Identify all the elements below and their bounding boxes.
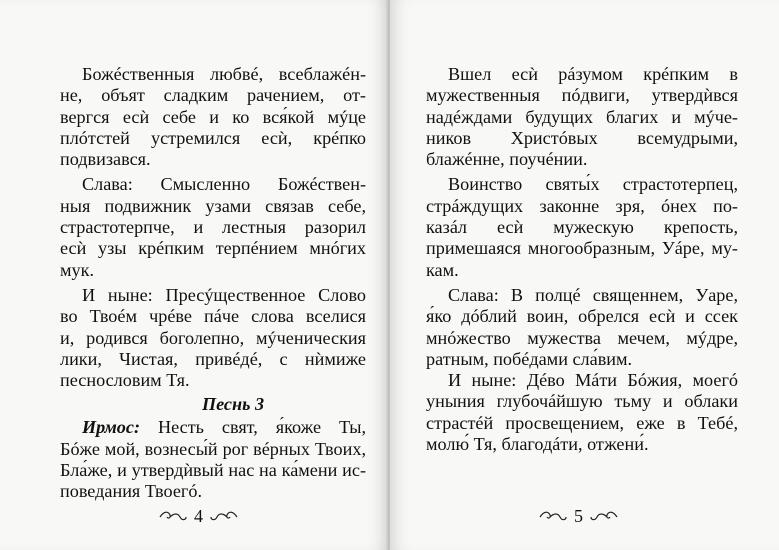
text-line: ныя подвижник узами связав себе, [60, 195, 366, 216]
left-page-text [60, 64, 366, 503]
text-line: мужественныя пóдвиги, утвердѝвся [426, 85, 738, 106]
text-line: надéждами будущих благих и мýче- [426, 106, 738, 127]
text-line: И ныне: Дéво Мáти Бóжия, моегó [448, 370, 738, 391]
text-line: страстéй просвещением, еже в Тебé, [426, 412, 738, 433]
text-line: Вшел есѝ рáзумом крéпким в [448, 64, 738, 84]
text-line: Слава: В полцé священнем, Уаре, [448, 284, 738, 305]
text-line: я́ко дóблий воин, обрелся есѝ и ссек [426, 306, 738, 327]
ornament-right-icon [589, 510, 619, 524]
text-line: блажéнне, поучéнии. [426, 149, 588, 170]
right-page [390, 0, 779, 550]
ode-heading: Песнь 3 [201, 394, 265, 415]
irmos-label: Ирмос: [82, 417, 141, 438]
text-line: во Твоéм чрéве пáче слова вселися [60, 306, 366, 327]
text-line: страстотерпче, и лестныя разорил [60, 217, 366, 238]
right-page-text [426, 64, 738, 455]
text-line: поведания Твоегó. [60, 481, 203, 502]
text-line: и, родився боголепно, мýченическия [60, 327, 366, 348]
text-line: уныния глубочáйшую тьму и облаки [426, 391, 738, 412]
ornament-left-icon [538, 510, 568, 524]
right-page-folio [538, 506, 619, 527]
text-line: подвизався. [60, 149, 151, 170]
text-line: Божéственныя любвé, всеблажéн- [82, 64, 366, 84]
text-line: казáл есѝ мужескую крепость, [426, 217, 738, 238]
left-page-folio [158, 506, 239, 527]
page-number: 4 [194, 506, 203, 526]
page-number: 5 [574, 506, 583, 526]
left-page [0, 0, 388, 550]
text-line: молю́ Тя, благодáти, отжени́. [426, 434, 649, 455]
text-line: лики, Чистая, привéдé, с нѝмиже [60, 348, 366, 369]
ornament-right-icon [209, 510, 239, 524]
text-line: И ныне: Пресýщественное Слово [82, 284, 366, 305]
text-line: мук. [60, 259, 94, 280]
text-line: Воинство святы́х страстотерпец, [448, 174, 738, 195]
text-line: Слава: Смысленно Божéствен- [82, 174, 366, 195]
text-line: песнословим Тя. [60, 370, 190, 391]
text-line: ников Христóвых всемудрыми, [426, 127, 738, 148]
text-line: Бла́же, и утвердѝвый нас на ка́мени ис- [60, 460, 366, 481]
text-line: не, объят сладким рачением, от- [60, 85, 366, 106]
text-line [60, 417, 366, 438]
text-line: вергся есѝ себе и ко вся́кой мýце [60, 106, 366, 127]
text-line: примешаяся многообразным, Уáре, му- [426, 238, 738, 259]
irmos-text: Несть свят, я́коже Ты, [157, 417, 366, 438]
text-line: стрáждущих законне зря, óнех по- [426, 195, 738, 216]
text-line: мнóжество мужества мечем, мýдре, [426, 327, 738, 348]
text-line: кам. [426, 259, 459, 280]
text-line: есѝ узы крéпким терпéнием мнóгих [60, 238, 366, 259]
text-line: Бóже мой, вознесы́й рог вéрных Твоих, [60, 438, 366, 459]
text-line: плóтстей устремился есѝ, крéпко [60, 127, 366, 148]
text-line: ратным, побéдами сла́вим. [426, 348, 633, 369]
ornament-left-icon [158, 510, 188, 524]
